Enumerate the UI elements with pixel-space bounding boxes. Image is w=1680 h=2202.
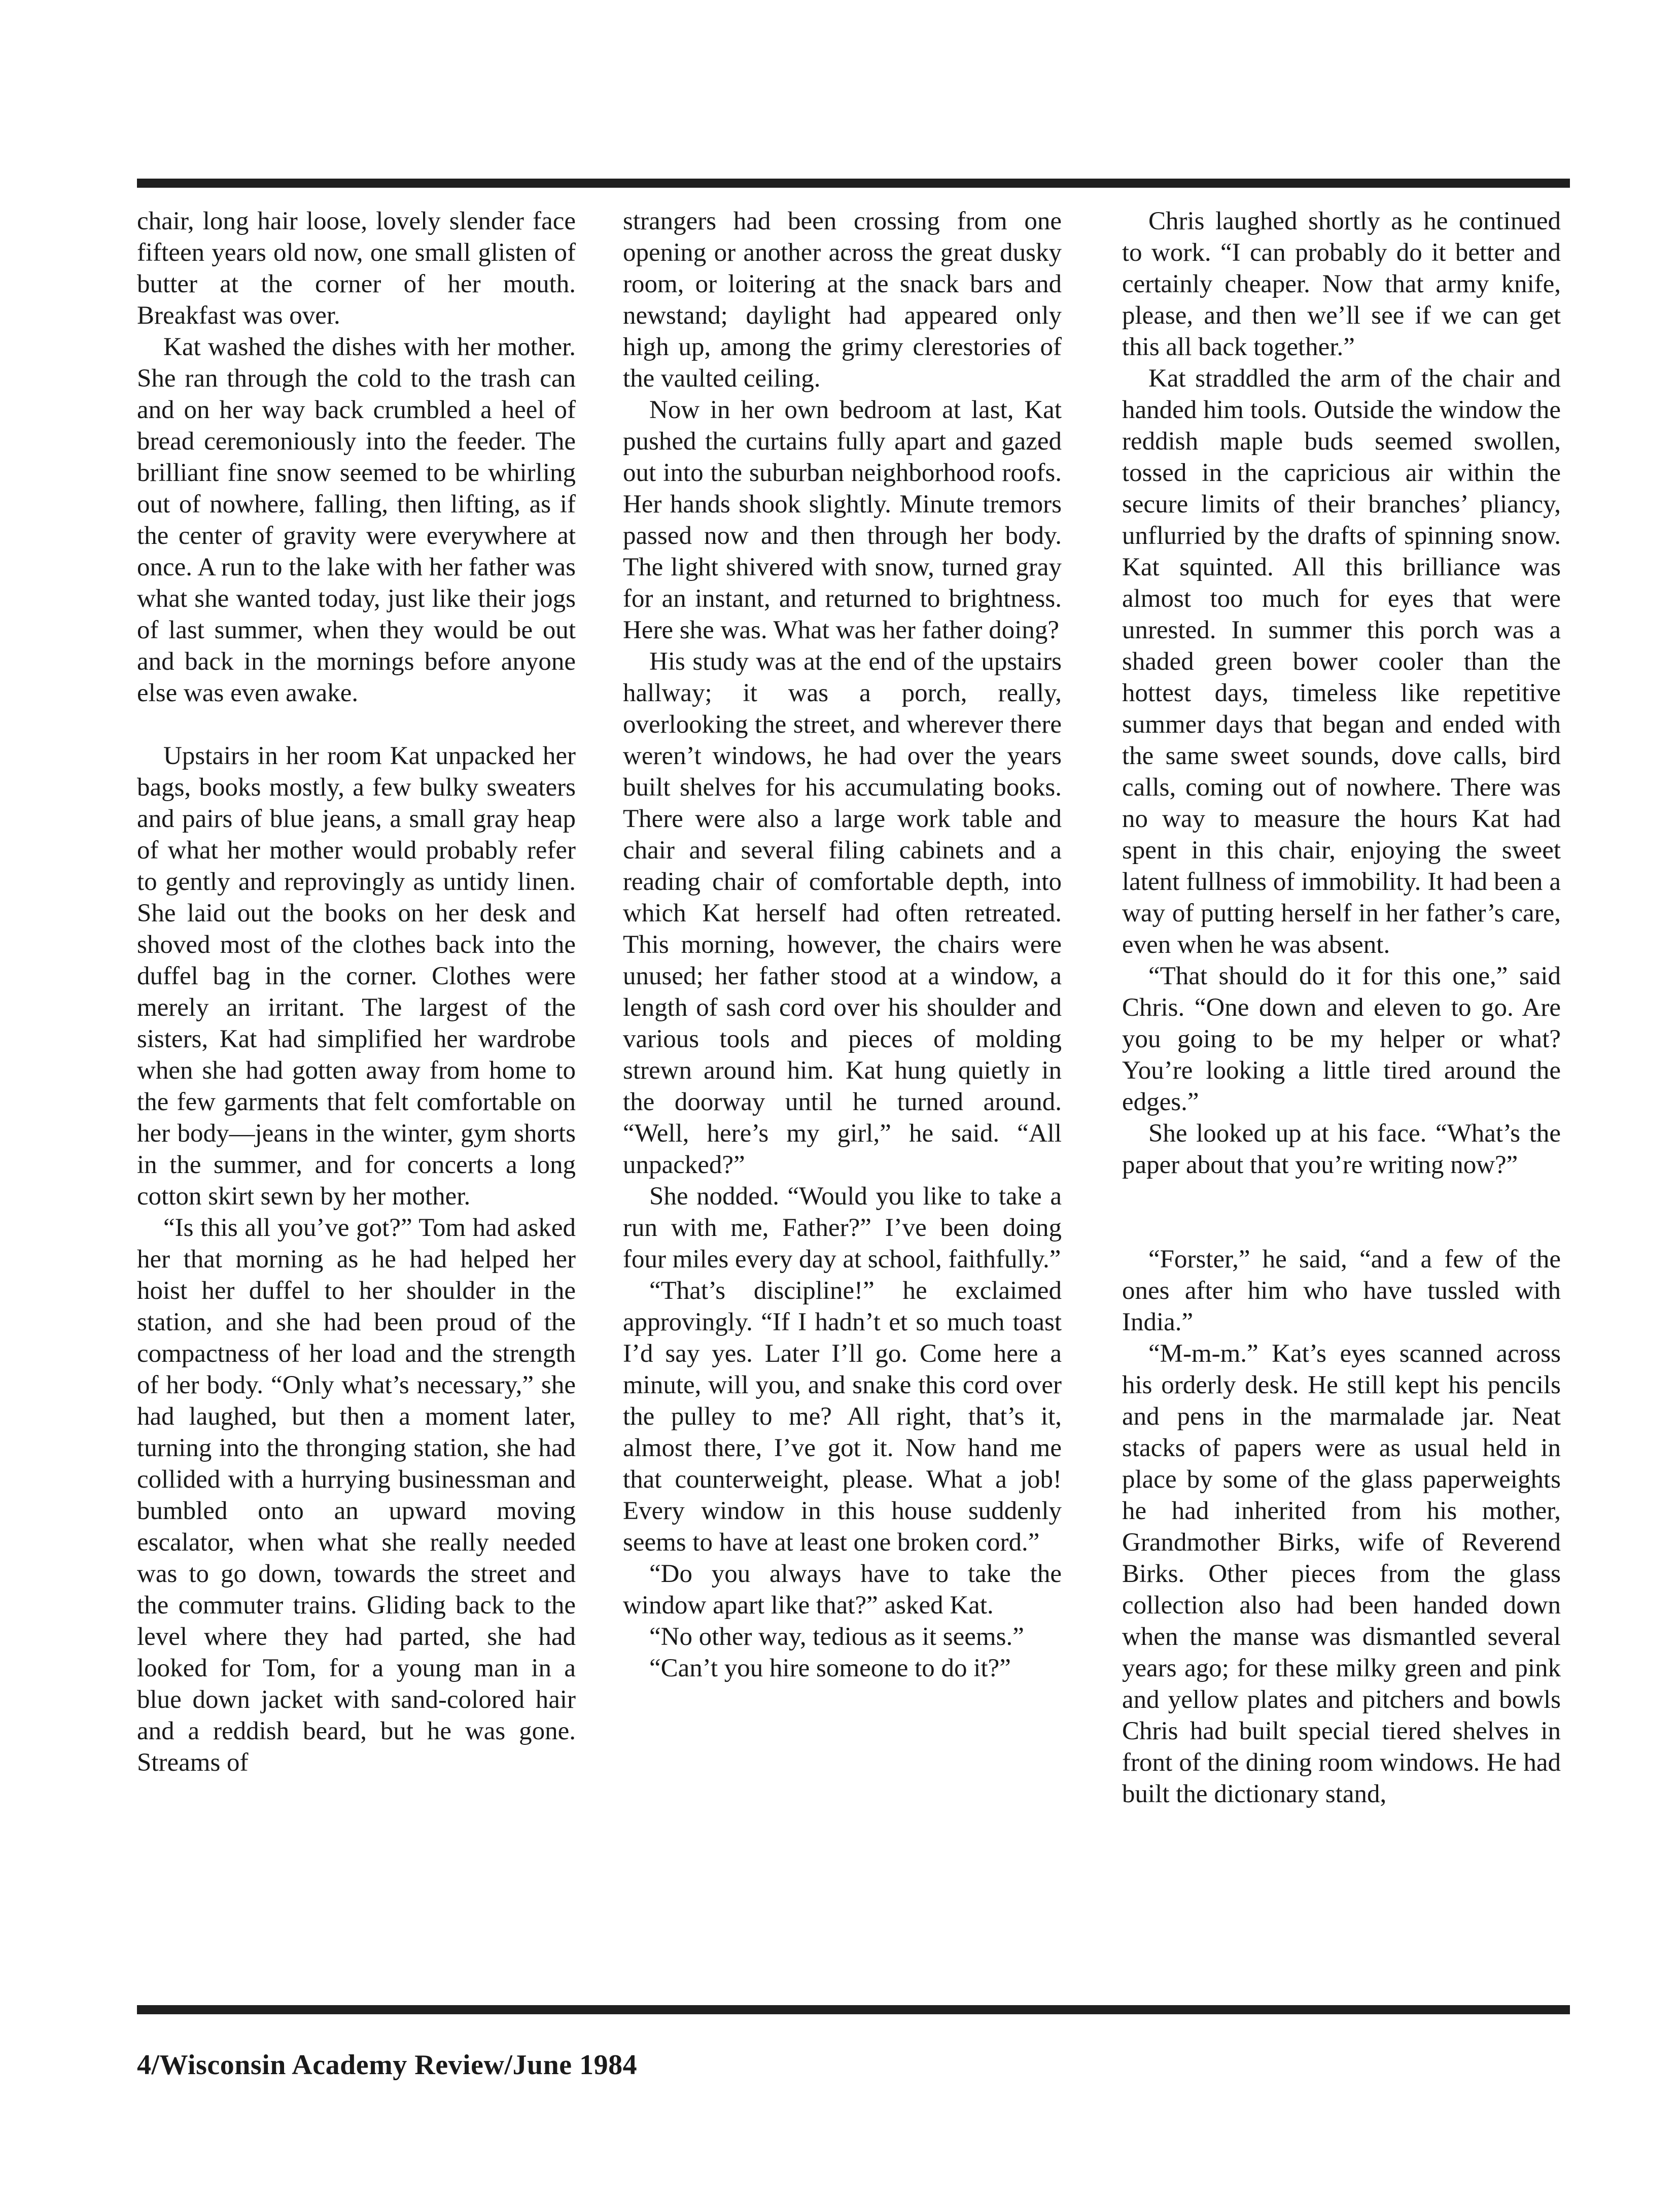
paragraph: Now in her own bedroom at last, Kat pushed the curtains fully apart and gazed out into the suburban neighborhood roofs. Her hands shook slightly. Minute tremors passed now and then through her body. The light shivered with snow, turned gray for an instant, and returned to brightness. Here she was. What was her father doing? <box>623 396 1062 644</box>
paragraph: “That’s discipline!” he exclaimed approvingly. “If I hadn’t et so much toast I’d say yes. Later I’ll go. Come here a minute, will you, and snake this cord over the pulley to me? All right, that’s it, almost there, I’ve got it. Now hand me that counterweight, please. What a job! Every window in this house suddenly seems to have at least one broken cord.” <box>623 1277 1062 1557</box>
paragraph: chair, long hair loose, lovely slender face fifteen years old now, one small glisten of butter at the corner of her mouth. Breakfast was over. <box>137 207 576 330</box>
paragraph: “No other way, tedious as it seems.” <box>649 1623 1024 1651</box>
paragraph: “Do you always have to take the window apart like that?” asked Kat. <box>623 1560 1062 1620</box>
paragraph: Kat washed the dishes with her mother. She ran through the cold to the trash can and on her way back crumbled a heel of bread ceremoniously into the feeder. The brilliant fine snow seemed to be whirling out of nowhere, falling, then lifting, as if the center of gravity were everywhere at once. A run to the lake with her father was what she wanted today, just like their jogs of last summer, when they would be out and back in the mornings before anyone else was even awake. <box>137 333 576 707</box>
paragraph: “Forster,” he said, “and a few of the ones after him who have tussled with India.” <box>1122 1245 1561 1336</box>
paragraph: “M-m-m.” Kat’s eyes scanned across his orderly desk. He still kept his pencils and pens in the marmalade jar. Neat stacks of papers were as usual held in place by some of the glass paperweights he had inherited from his mother, Grandmother Birks, wife of Reverend Birks. Other pieces from the glass collection also had been handed down when the manse was dismantled several years ago; for these milky green and pink and yellow plates and pitchers and bowls Chris had built special tiered shelves in front of the dining room windows. He had built the dictionary stand, <box>1122 1339 1561 1808</box>
paragraph: Chris laughed shortly as he continued to work. “I can probably do it better and certainly cheaper. Now that army knife, please, and then we’ll see if we can get this all back together.” <box>1122 207 1561 361</box>
bottom-rule <box>137 2005 1570 2014</box>
paragraph: Kat straddled the arm of the chair and handed him tools. Outside the window the reddish maple buds seemed swollen, tossed in the capricious air within the secure limits of their branches’ pliancy, unflurried by the drafts of spinning snow. Kat squinted. All this brilliance was almost too much for eyes that were unrested. In summer this porch was a shaded green bower cooler than the hottest days, timeless like repetitive summer days that began and ended with the same sweet sounds, dove calls, bird calls, coming out of nowhere. There was no way to measure the hours Kat had spent in this chair, enjoying the sweet latent fullness of immobility. It had been a way of putting herself in her father’s care, even when he was absent. <box>1122 364 1561 959</box>
paragraph: “That should do it for this one,” said Chris. “One down and eleven to go. Are you going to be my helper or what? You’re looking a little tired around the edges.” <box>1122 962 1561 1116</box>
paragraph: She looked up at his face. “What’s the paper about that you’re writing now?” <box>1122 1119 1561 1179</box>
paragraph: She nodded. “Would you like to take a run with me, Father?” I’ve been doing four miles every day at school, faithfully.” <box>623 1182 1062 1274</box>
paragraph: “Can’t you hire someone to do it?” <box>649 1654 1011 1682</box>
text-column-2 <box>623 205 1062 2004</box>
top-rule <box>137 179 1570 188</box>
paragraph: “Is this all you’ve got?” Tom had asked her that morning as he had helped her hoist her duffel to her shoulder in the station, and she had been proud of the compactness of her load and the strength of her body. “Only what’s necessary,” she had laughed, but then a moment later, turning into the thronging station, she had collided with a hurrying businessman and bumbled onto an upward moving escalator, when what she really needed was to go down, towards the street and the commuter trains. Gliding back to the level where they had parted, she had looked for Tom, for a young man in a blue down jacket with sand-colored hair and a reddish beard, but he was gone. Streams of <box>137 1214 576 1777</box>
text-column-1 <box>137 205 576 2004</box>
paragraph: strangers had been crossing from one opening or another across the great dusky room, or loitering at the snack bars and newstand; daylight had appeared only high up, among the grimy clerestories of the vaulted ceiling. <box>623 207 1062 393</box>
paragraph: His study was at the end of the upstairs hallway; it was a porch, really, overlooking the street, and wherever there weren’t windows, he had over the years built shelves for his accumulating books. There were also a large work table and chair and several filing cabinets and a reading chair of comfortable depth, into which Kat herself had often retreated. This morning, however, the chairs were unused; her father stood at a window, a length of sash cord over his shoulder and various tools and pieces of molding strewn around him. Kat hung quietly in the doorway until he turned around. “Well, here’s my girl,” he said. “All unpacked?” <box>623 647 1062 1179</box>
paragraph: Upstairs in her room Kat unpacked her bags, books mostly, a few bulky sweaters and pairs of blue jeans, a small gray heap of what her mother would probably refer to gently and reprovingly as untidy linen. She laid out the books on her desk and shoved most of the clothes back into the duffel bag in the corner. Clothes were merely an irritant. The largest of the sisters, Kat had simplified her wardrobe when she had gotten away from home to the few garments that felt comfortable on her body—jeans in the winter, gym shorts in the summer, and for concerts a long cotton skirt sewn by her mother. <box>137 742 576 1211</box>
text-column-3 <box>1122 205 1561 2004</box>
page-footer: 4/Wisconsin Academy Review/June 1984 <box>137 2049 638 2081</box>
